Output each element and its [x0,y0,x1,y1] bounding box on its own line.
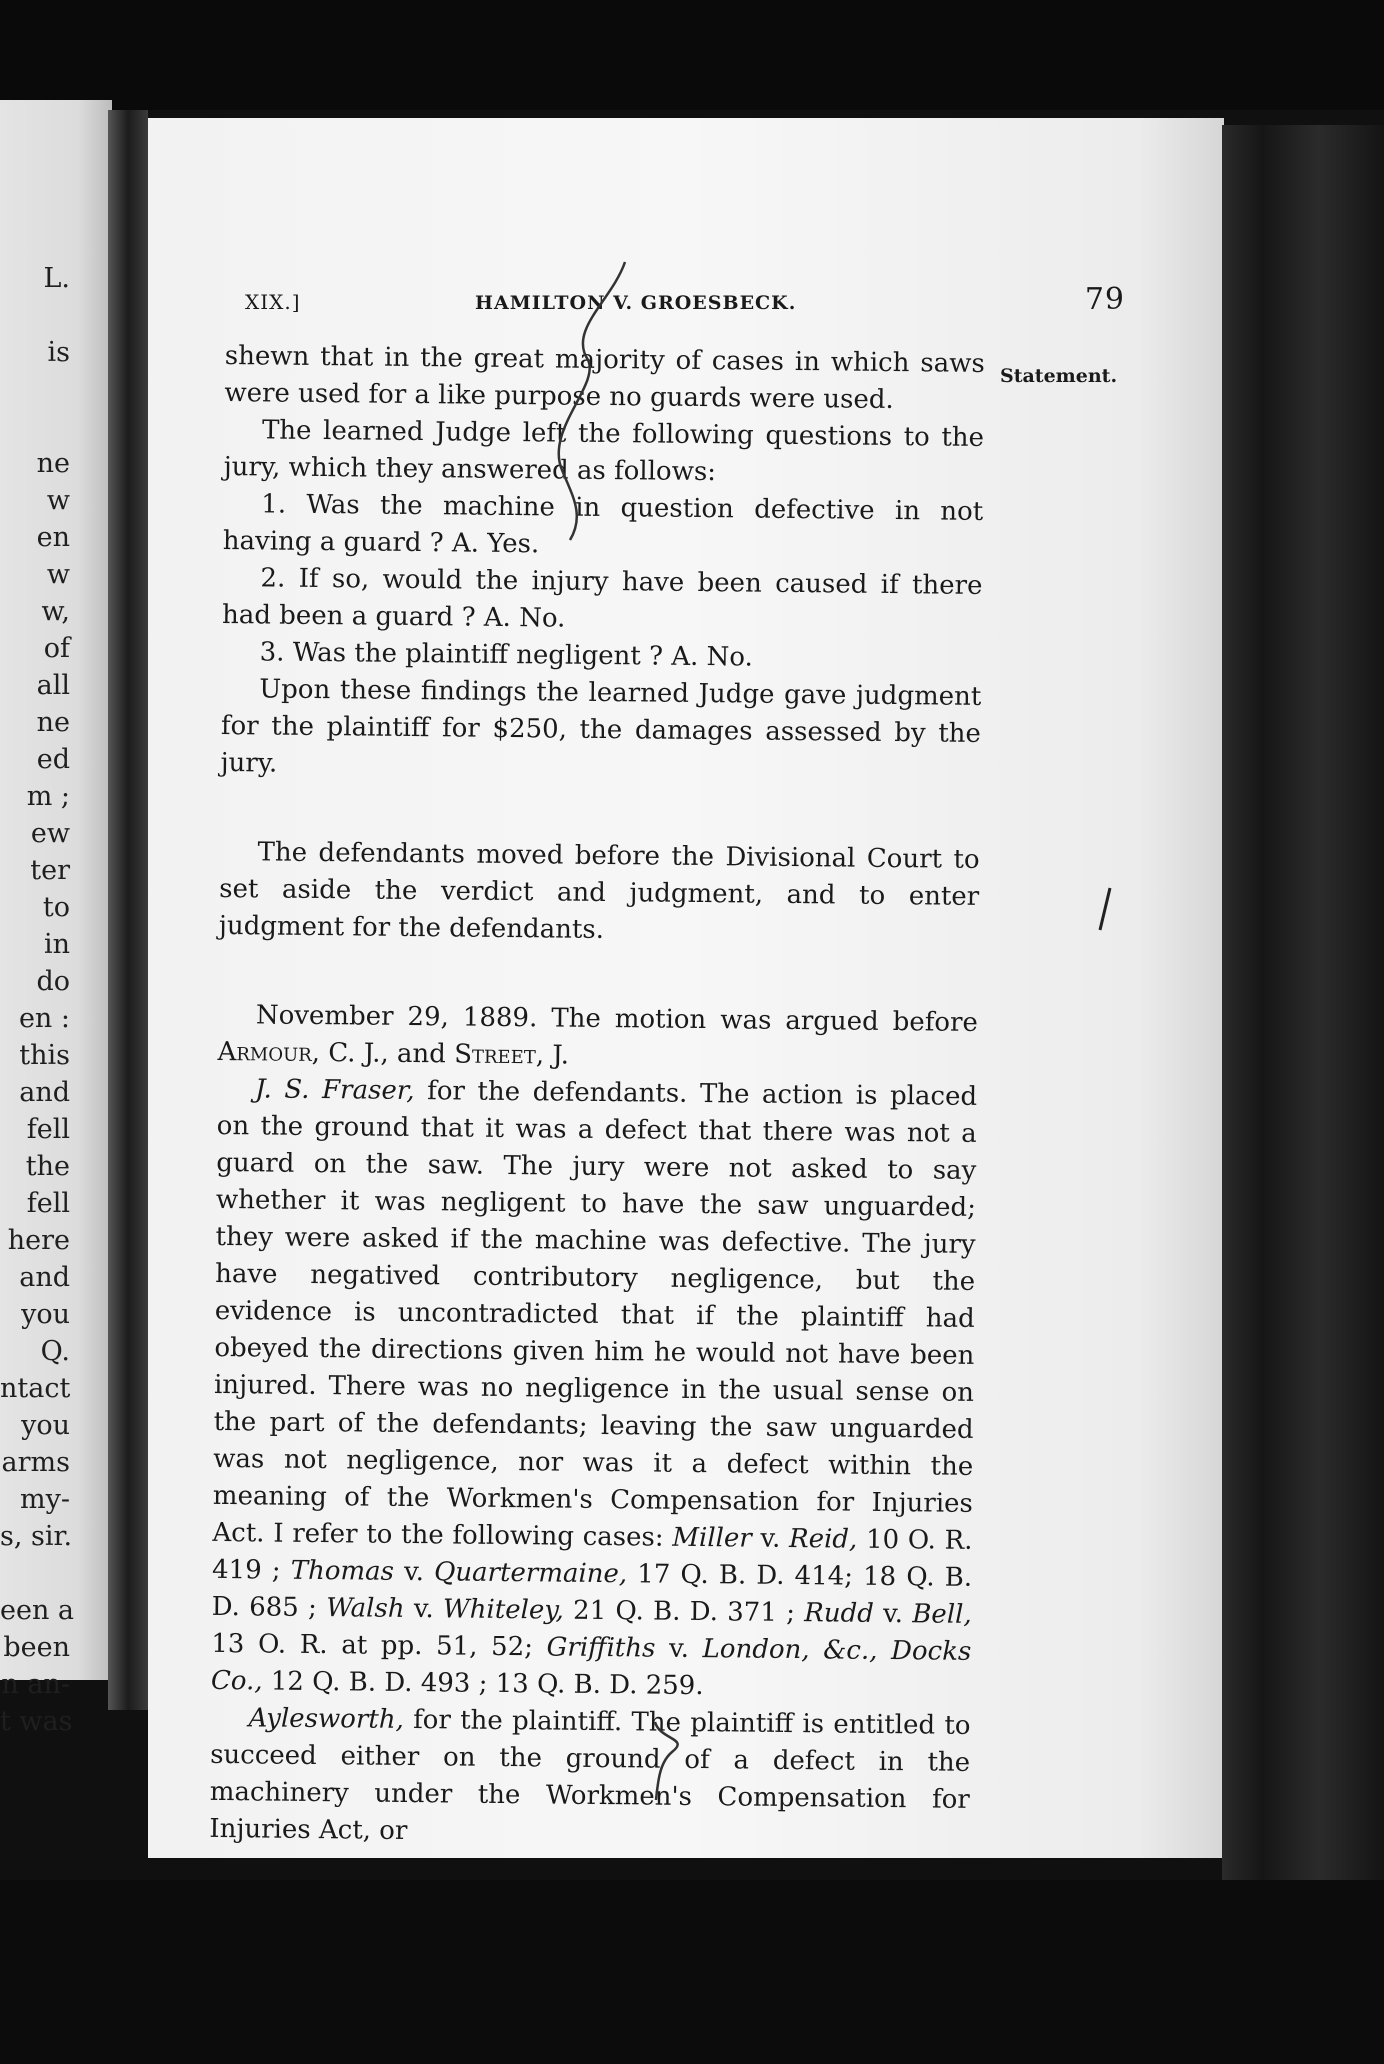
facing-page-fragment: arms [1,1447,70,1478]
question-2: 2. If so, would the injury have been caused if there had been a guard ? A. No. [221,563,983,634]
citation: 21 Q. B. D. 371 ; [572,1595,796,1629]
paragraph: shewn that in the great majority of cases in which saws were used for a like purpose no guards were used. [224,340,985,416]
facing-page-fragment: w [46,485,70,516]
citation: 10 O. R. 419 ; [211,1524,973,1586]
pencil-tick-mark [1100,888,1110,930]
date: November 29, 1889. [255,1000,538,1034]
facing-page-fragment: en : [18,1003,70,1034]
case-name: Bell, [912,1599,972,1630]
facing-page-fragment: my- [20,1484,70,1515]
facing-page-fragment: in [43,929,70,960]
facing-page-fragment: ntact [0,1373,71,1404]
case-name: Miller [672,1522,752,1554]
facing-page-fragment: ew [30,818,70,849]
plaintiff-argument: Aylesworth, for the plaintiff. The plaintiff is entitled to succeed either on the ground of a defect in the machinery under the Workmen's Compensation for Injuries Act, or [209,1703,971,1846]
facing-page-fragment: is [47,337,70,368]
citation: 13 O. R. at pp. 51, 52; [211,1628,534,1663]
facing-page-fragment: the [25,1151,70,1182]
volume-marker: XIX.] [245,290,301,314]
defendant-argument: J. S. Fraser, for the defendants. The action is placed on the ground that it was a defect that there was not a guard on the saw. The jury were not asked to say whether it was negligent to have the saw unguarded; they were asked if the machine was defective. The jury have negatived contributory negligence, but the evidence is uncontradicted that if the plaintiff had obeyed the directions given him he would not have been injured. There was no negligence in the usual sense on the part of the defendants; leaving the saw unguarded was not negligence, nor was it a defect within the meaning of the Workmen's Compensation for Injuries Act. I refer to the following cases: Miller v. Reid, 10 O. R. 419 ; Thomas v. Quartermaine, 17 Q. B. D. 414; 18 Q. B. D. 685 ; Walsh v. Whiteley, 21 Q. B. D. 371 ; Rudd v. Bell, 13 O. R. at pp. 51, 52; Griffiths v. London, &c., Docks Co., 12 Q. B. D. 493 ; 13 Q. B. D. 259. [210,1074,978,1702]
facing-page-fragment: ed [36,744,70,775]
case-name: London, &c., Docks Co., [210,1634,972,1697]
facing-page-fragment: L. [43,263,70,294]
judge-name: Street [453,1039,536,1071]
facing-page-fragment: m ; [26,781,70,812]
facing-page-fragment: w, [41,596,70,627]
case-name: Griffiths [546,1632,656,1664]
paragraph: Upon these findings the learned Judge gave judgment for the plaintiff for $250, the damages assessed by the jury. [220,674,982,779]
case-name: Thomas [290,1555,395,1587]
facing-page-fragment: this [19,1040,70,1071]
case-name: Rudd [804,1598,874,1629]
page-number: 79 [1084,282,1125,317]
facing-page-fragment: you [21,1410,70,1441]
facing-page-fragment: w [46,559,70,590]
facing-page-fragment: t was [0,1706,73,1737]
facing-page-fragment: and [19,1077,70,1108]
facing-page-fragment: ter [30,855,70,886]
facing-page-fragment: you [21,1299,70,1330]
question-3: 3. Was the plaintiff negligent ? A. No. [259,637,753,673]
case-name: Quartermaine, [433,1557,628,1590]
facing-page-fragment: been [3,1632,70,1663]
facing-page-fragment: fell [26,1188,70,1219]
citation: 17 Q. B. D. 414; 18 Q. B. D. 685 ; [211,1559,973,1624]
facing-page-fragment: ne [36,448,70,479]
facing-page-fragment: do [36,966,70,997]
facing-page-fragment: here [7,1225,70,1256]
pencil-bracket-mark [655,1722,678,1800]
counsel-name: J. S. Fraser, [254,1074,415,1107]
facing-page-fragment: ne [36,707,70,738]
case-name: Whiteley, [442,1594,564,1626]
paragraph: The defendants moved before the Divisional Court to set aside the verdict and judgment, and to enter judgment for the defendants. [218,837,980,946]
counsel-name: Aylesworth, [248,1703,404,1735]
facing-page-fragment: Q. [40,1336,70,1367]
running-title: HAMILTON V. GROESBECK. [475,292,797,314]
judge-name: Armour [217,1036,312,1068]
pencil-bracket-mark [559,262,625,540]
citation: 12 Q. B. D. 493 ; 13 Q. B. D. 259. [270,1666,704,1702]
case-name: Walsh [326,1593,405,1624]
question-1: 1. Was the machine in question defective in not having a guard ? A. Yes. [222,489,984,560]
facing-page-fragment: en [36,522,70,553]
facing-page-fragment: een a [0,1595,75,1626]
facing-page-fragment: all [36,670,70,701]
facing-page-fragment: n an- [1,1669,70,1700]
margin-note: Statement. [1000,365,1118,387]
facing-page-fragment: fell [26,1114,70,1145]
case-name: Reid, [788,1523,858,1555]
facing-page-fragment: and [19,1262,70,1293]
facing-page-fragment: s, sir. [0,1521,73,1552]
facing-page-fragment: of [43,633,70,664]
facing-page-fragment: to [42,892,70,923]
paragraph: The learned Judge left the following questions to the jury, which they answered as follows: [223,415,985,488]
argument-date-paragraph: November 29, 1889. The motion was argued before Armour, C. J., and Street, J. [217,1000,979,1071]
